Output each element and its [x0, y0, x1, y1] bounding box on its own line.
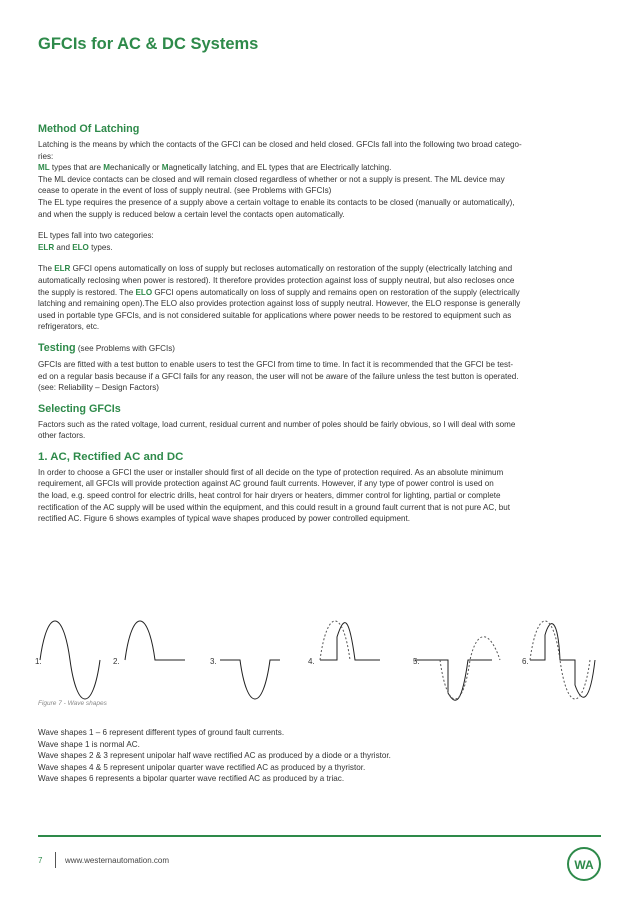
- wave-shape-5: [415, 660, 492, 700]
- page-title: GFCIs for AC & DC Systems: [38, 35, 259, 53]
- paragraph: In order to choose a GFCI the user or installer should first of all decide on the type of protection required. As an absolute minimum requirement, all GFCIs will provide protection against AC ground fault currents. However, if any type of power control is used on the load, e.g. speed control for electric drills, heat control for hair dryers or heaters, dimmer control for lighting, partial or complete rectification of the AC supply will be used within the equipment, and this could result in a ground fault current that is not pure AC, but rectified AC. Figure 6 shows examples of typical wave shapes produced by power controlled equipment.: [38, 467, 510, 524]
- wave-label-4: 4.: [308, 657, 315, 666]
- wave-shapes-figure: [30, 615, 610, 705]
- description-line: Wave shapes 1 – 6 represent different types of ground fault currents.: [38, 728, 285, 737]
- elr-label: ELR: [38, 242, 55, 252]
- paragraph: EL types fall into two categories:: [38, 231, 154, 241]
- wave-label-5: 5.: [413, 657, 420, 666]
- heading-ac-rectified-dc: 1. AC, Rectified AC and DC: [38, 450, 184, 463]
- heading-method-of-latching: Method Of Latching: [38, 123, 140, 135]
- svg-text:WA: WA: [574, 858, 594, 872]
- paragraph-ml-types: ML types that are Mechanically or Magnetically latching, and EL types that are Electrically latching.: [38, 163, 392, 173]
- footer-separator: [55, 852, 56, 868]
- paragraph: The ML device contacts can be closed and will remain closed regardless of whether or not a supply is present. The ML device may cease to operate in the event of loss of supply neutral. (see Problems with GFCIs): [38, 174, 505, 196]
- elo-label: ELO: [72, 242, 89, 252]
- wave-label-6: 6.: [522, 657, 529, 666]
- paragraph: GFCIs are fitted with a test button to enable users to test the GFCI from time to time. In fact it is recommended that the GFCI be test- ed on a regular basis because if a GFCI fails for any reason, the user will not be aware of the failure unless the test button is operated. (see: Reliability – Design Factors): [38, 359, 519, 393]
- footer-url[interactable]: www.westernautomation.com: [65, 856, 170, 865]
- main-content: [38, 122, 600, 525]
- wave-shape-2: [125, 621, 185, 660]
- paragraph-elr-elo: The ELR GFCI opens automatically on loss of supply but recloses automatically on restoration of the supply (electrically latching and automatically reclosing when power is restored). It therefore provides protection against loss of supply neutral, but also recloses once the supply is restored. The ELO GFCI opens automatically on loss of supply and remains open on restoration of the supply (electrically latching and remaining open).The ELO also provides protection against loss of supply neutral. However, the ELO response is generally used in portable type GFCIs, and is not considered suitable for applications where power needs to be restored to equipment such as refrigerators, etc.: [38, 264, 521, 332]
- wave-label-2: 2.: [113, 657, 120, 666]
- paragraph: Factors such as the rated voltage, load current, residual current and number of poles should be fairly obvious, so I will deal with some other factors.: [38, 419, 516, 441]
- heading-testing: Testing (see Problems with GFCIs): [38, 341, 175, 354]
- wave-shape-4: [320, 623, 380, 660]
- page-number: 7: [38, 856, 43, 865]
- heading-selecting-gfcis: Selecting GFCIs: [38, 402, 121, 415]
- description-line: Wave shape 1 is normal AC.: [38, 739, 140, 749]
- paragraph-el-types: ELR and ELO types.: [38, 242, 113, 252]
- wave-shape-6: [530, 624, 595, 698]
- description-line: Wave shapes 4 & 5 represent unipolar quarter wave rectified AC as produced by a thyristor.: [38, 762, 366, 772]
- wave-label-1: 1.: [35, 657, 42, 666]
- wave-label-3: 3.: [210, 657, 217, 666]
- footer-divider: [38, 835, 601, 837]
- western-automation-logo: [566, 846, 602, 882]
- description-line: Wave shapes 2 & 3 represent unipolar half wave rectified AC as produced by a diode or a thyristor.: [38, 751, 391, 761]
- ml-label: ML: [38, 163, 50, 173]
- figure-caption: Figure 7 - Wave shapes: [38, 700, 107, 707]
- paragraph: Latching is the means by which the contacts of the GFCI can be closed and held closed. GFCIs fall into the following two broad catego- ries:: [38, 140, 522, 161]
- wave-shape-1: [40, 621, 100, 699]
- description-line: Wave shapes 6 represents a bipolar quarter wave rectified AC as produced by a triac.: [38, 774, 345, 784]
- paragraph: The EL type requires the presence of a supply above a certain voltage to enable its contacts to be closed (manually or automatically), and when the supply is reduced below a certain level the contacts open automatically.: [38, 197, 515, 219]
- wave-shape-3: [220, 660, 280, 699]
- wave-description: [38, 727, 598, 785]
